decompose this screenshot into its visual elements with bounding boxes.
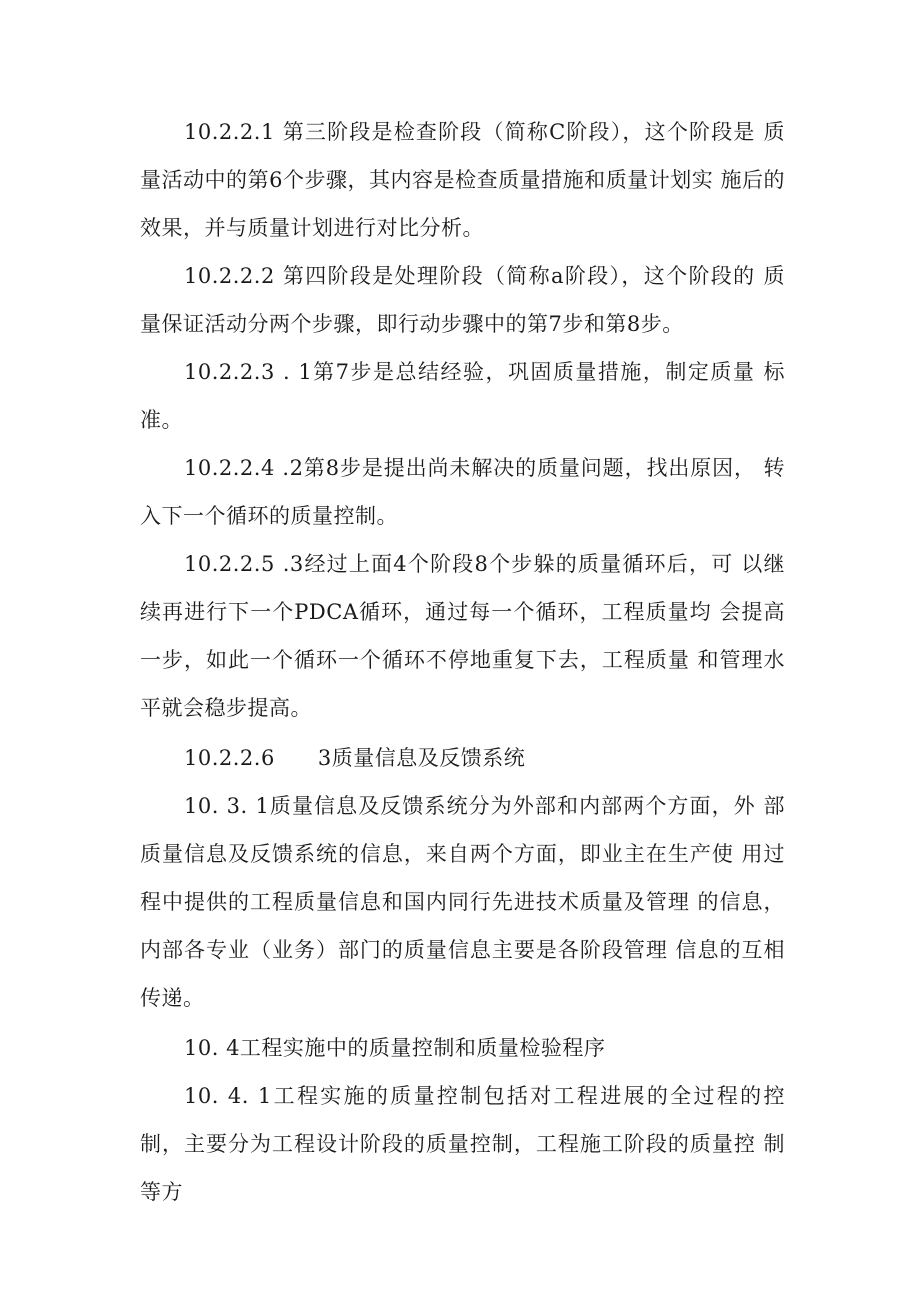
paragraph-10-2-2-5: 10.2.2.5 .3经过上面4个阶段8个步躲的质量循环后，可 以继续再进行下一个PDCA循环，通过每一个循环，工程质量均 会提高一步，如此一个循环一个循环不停地重复下去，工程质量 和管理水平就会稳步提高。 [140,552,785,720]
paragraph-10-4-1: 10. 4. 1工程实施的质量控制包括对工程进展的全过程的控 制，主要分为工程设计阶段的质量控制，工程施工阶段的质量控 制等方 [140,1084,785,1204]
paragraph-10-2-2-2: 10.2.2.2 第四阶段是处理阶段（简称a阶段），这个阶段的 质量保证活动分两个步骤，即行动步骤中的第7步和第8步。 [140,264,785,336]
section-heading-quality-control-procedure: 10. 4工程实施中的质量控制和质量检验程序 [184,1036,606,1060]
paragraph-10-3-1: 10. 3. 1质量信息及反馈系统分为外部和内部两个方面，外 部质量信息及反馈系统的信息，来自两个方面，即业主在生产使 用过程中提供的工程质量信息和国内同行先进技术质量及管理 的信息，内部各专业（业务）部门的质量信息主要是各阶段管理 信息的互相传递。 [140,794,785,1010]
paragraph-10-2-2-1: 10.2.2.1 第三阶段是检查阶段（简称C阶段），这个阶段是 质量活动中的第6个步骤，其内容是检查质量措施和质量计划实 施后的效果，并与质量计划进行对比分析。 [140,120,785,240]
paragraph-10-2-2-3: 10.2.2.3 . 1第7步是总结经验，巩固质量措施，制定质量 标准。 [140,360,785,432]
paragraph-10-2-2-4: 10.2.2.4 .2第8步是提出尚未解决的质量问题，找出原因， 转入下一个循环的质量控制。 [140,456,785,528]
section-heading-quality-feedback: 10.2.2.6 3质量信息及反馈系统 [184,746,526,770]
